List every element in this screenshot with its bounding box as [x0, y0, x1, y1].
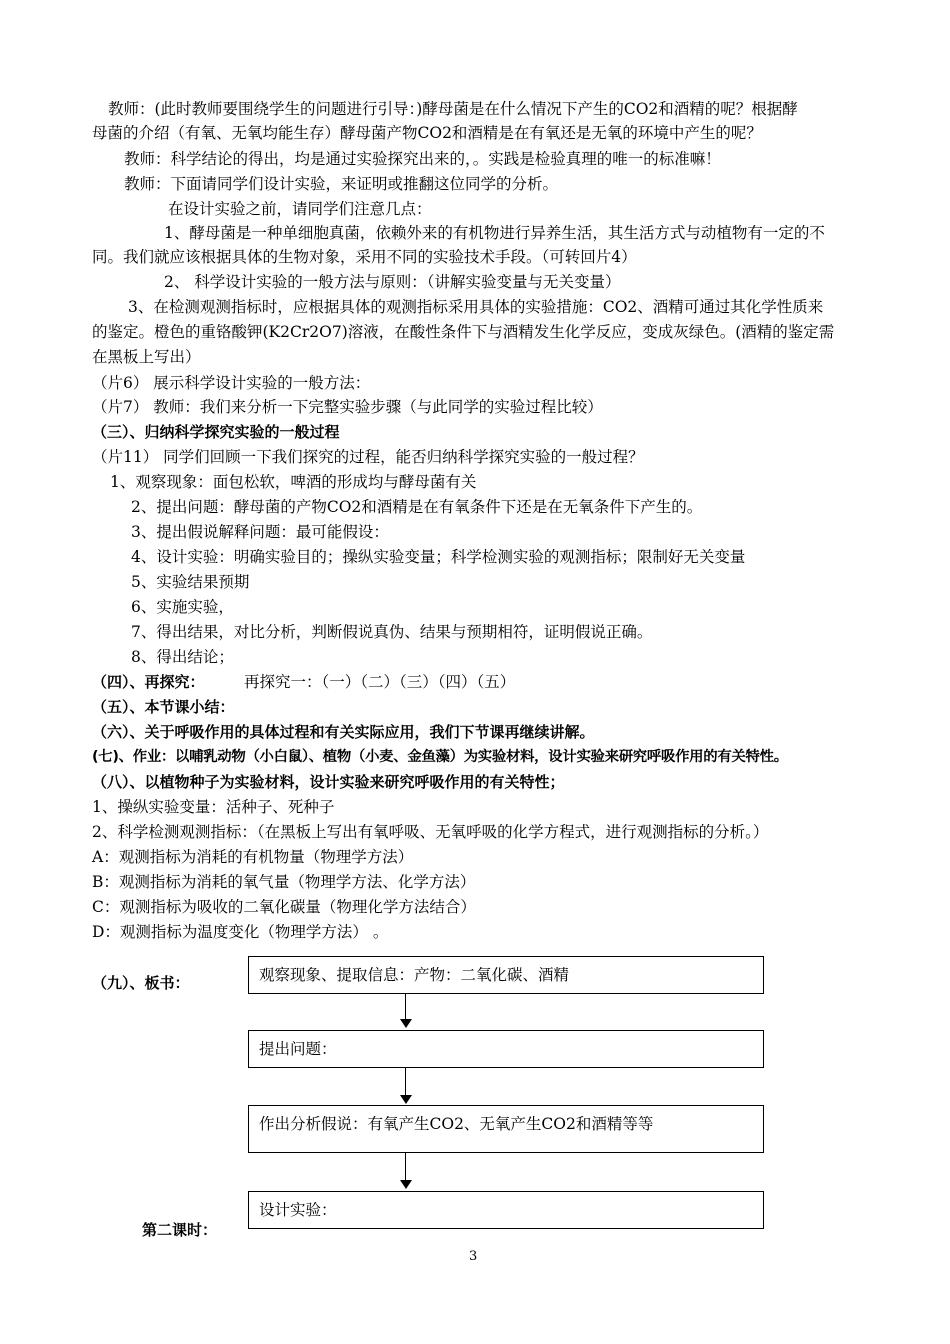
paragraph-line: 2、 科学设计实验的一般方法与原则：（讲解实验变量与无关变量） — [164, 273, 621, 291]
arrow-down-icon — [400, 1095, 412, 1104]
paragraph-line: 教师：科学结论的得出，均是通过实验探究出来的，。实践是检验真理的唯一的标准嘛！ — [124, 150, 721, 168]
paragraph-line: 3、在检测观测指标时，应根据具体的观测指标采用具体的实验措施：CO2、酒精可通过其化学性质来 — [128, 298, 824, 316]
paragraph-line: D：观测指标为温度变化（物理学方法） 。 — [92, 923, 389, 941]
flow-box-text: 观察现象、提取信息：产物：二氧化碳、酒精 — [259, 966, 570, 984]
arrow-down-icon — [400, 1180, 412, 1189]
list-item: 8、得出结论； — [131, 648, 234, 666]
second-lesson-label: 第二课时： — [142, 1221, 218, 1239]
list-item: 5、实验结果预期 — [131, 573, 250, 591]
paragraph-line: C：观测指标为吸收的二氧化碳量（物理化学方法结合） — [92, 898, 476, 916]
flow-box-observe — [248, 956, 764, 994]
section-heading: （六）、关于呼吸作用的具体过程和有关实际应用，我们下节课再继续讲解。 — [92, 723, 595, 741]
flow-connector — [405, 1068, 406, 1095]
paragraph-line: 教师：下面请同学们设计实验，来证明或推翻这位同学的分析。 — [124, 175, 559, 193]
section-heading: (七)、作业：以哺乳动物（小白鼠）、植物（小麦、金鱼藻）为实验材料，设计实验来研究呼吸作用的有关特性。 — [92, 749, 788, 765]
section-heading: （四）、再探究： — [92, 673, 205, 691]
paragraph-line: 再探究一：（一）（二）（三）（四）（五） — [244, 673, 516, 691]
section-heading: （五）、本节课小结： — [92, 698, 235, 716]
paragraph-line: （片7） 教师：我们来分析一下完整实验步骤（与此同学的实验过程比较） — [92, 398, 603, 416]
flow-box-text: 设计实验： — [259, 1201, 337, 1219]
paragraph-line: 同。我们就应该根据具体的生物对象，采用不同的实验技术手段。（可转回片4） — [92, 248, 637, 266]
flow-connector — [405, 994, 406, 1019]
flow-box-hypothesis — [248, 1105, 764, 1153]
flow-box-text: 作出分析假说：有氧产生CO2、无氧产生CO2和酒精等等 — [259, 1115, 654, 1133]
flow-box-design — [248, 1191, 764, 1229]
flow-connector — [405, 1153, 406, 1180]
paragraph-line: （片6） 展示科学设计实验的一般方法： — [92, 374, 371, 392]
arrow-down-icon — [400, 1019, 412, 1028]
section-heading: （八）、以植物种子为实验材料，设计实验来研究呼吸作用的有关特性； — [92, 773, 565, 791]
paragraph-line: B：观测指标为消耗的氧气量（物理学方法、化学方法） — [92, 873, 476, 891]
list-item: 3、提出假说解释问题：最可能假设： — [131, 523, 389, 541]
paragraph-line: 在黑板上写出） — [92, 348, 201, 366]
list-item: 6、实施实验， — [131, 598, 234, 616]
paragraph-line: （片11） 同学们回顾一下我们探究的过程，能否归纳科学探究实验的一般过程？ — [92, 448, 644, 466]
paragraph-line: 教师：(此时教师要围绕学生的问题进行引导：)酵母菌是在什么情况下产生的CO2和酒精的呢？根据酵 — [108, 100, 798, 118]
flow-box-text: 提出问题： — [259, 1040, 337, 1058]
paragraph-line: 1、操纵实验变量：活种子、死种子 — [92, 798, 335, 816]
paragraph-line: 母菌的介绍（有氧、无氧均能生存）酵母菌产物CO2和酒精是在有氧还是无氧的环境中产生的呢？ — [92, 124, 762, 142]
list-item: 4、设计实验：明确实验目的；操纵实验变量；科学检测实验的观测指标；限制好无关变量 — [131, 548, 746, 566]
flow-box-question — [248, 1030, 764, 1068]
list-item: 7、得出结果，对比分析，判断假说真伪、结果与预期相符，证明假说正确。 — [131, 623, 653, 641]
paragraph-line: 的鉴定。橙色的重铬酸钾(K2Cr2O7)溶液，在酸性条件下与酒精发生化学反应，变成灰绿色。(酒精的鉴定需 — [92, 323, 835, 341]
paragraph-line: A：观测指标为消耗的有机物量（物理学方法） — [92, 848, 414, 866]
paragraph-line: 在设计实验之前，请同学们注意几点： — [168, 200, 432, 218]
paragraph-line: 2、科学检测观测指标：（在黑板上写出有氧呼吸、无氧呼吸的化学方程式，进行观测指标的分析。） — [92, 823, 769, 841]
paragraph-line: 1、酵母菌是一种单细胞真菌，依赖外来的有机物进行异养生活，其生活方式与动植物有一定的不 — [164, 224, 825, 242]
board-label: （九）、板书： — [92, 974, 190, 992]
list-item: 2、提出问题：酵母菌的产物CO2和酒精是在有氧条件下还是在无氧条件下产生的。 — [131, 498, 703, 516]
list-item: 1、观察现象：面包松软，啤酒的形成均与酵母菌有关 — [110, 473, 477, 491]
section-heading: （三）、归纳科学探究实验的一般过程 — [92, 423, 340, 441]
page-number: 3 — [469, 1249, 478, 1264]
